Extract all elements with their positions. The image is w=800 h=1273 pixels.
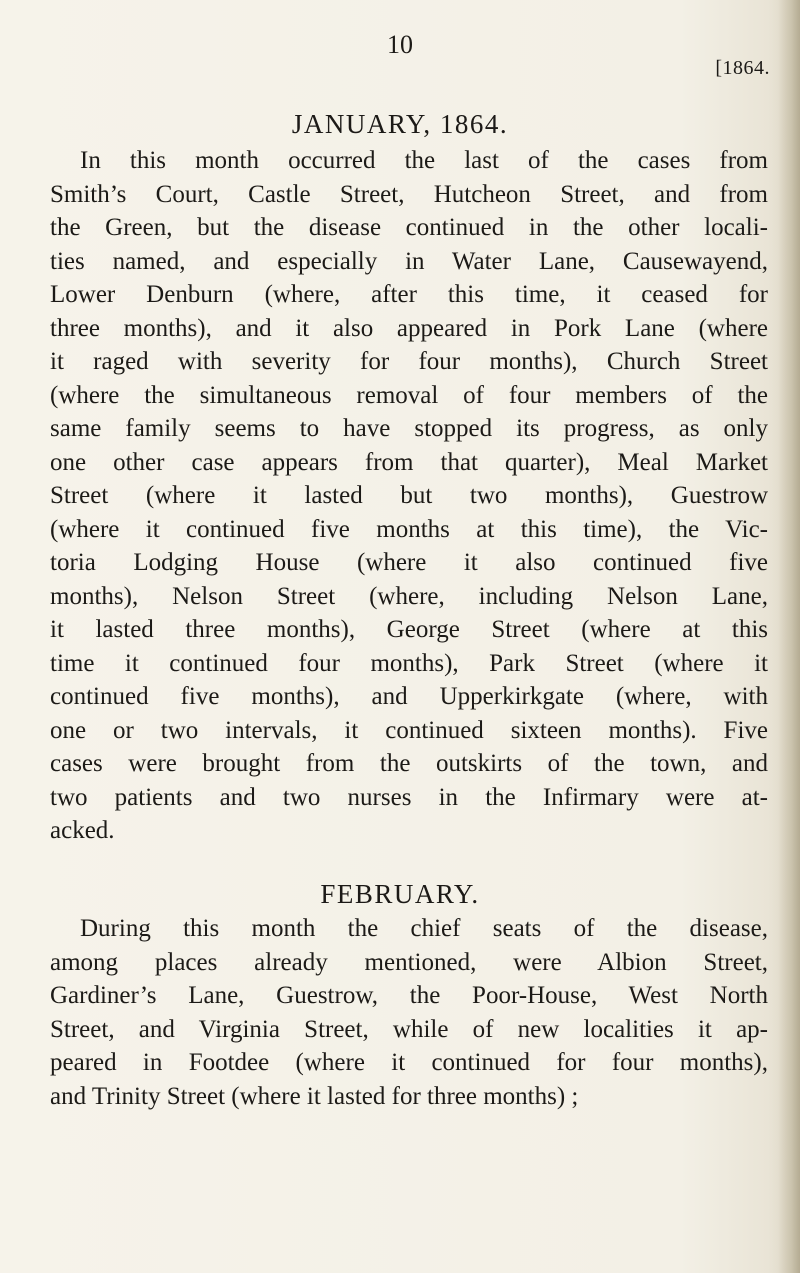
text-line: the Green, but the disease continued in the other locali-	[50, 214, 768, 241]
text-line: acked.	[50, 817, 115, 844]
text-line: it raged with severity for four months), Church Street	[50, 348, 768, 375]
text-line: months), Nelson Street (where, including Nelson Lane,	[50, 582, 768, 610]
text-line: (where it continued five months at this time), the Vic-	[50, 515, 768, 543]
text-line: among places already mentioned, were Albion Street,	[50, 948, 768, 976]
text-line: Smith’s Court, Castle Street, Hutcheon Street, and from	[50, 180, 768, 208]
text-line: time it continued four months), Park Street (where it	[50, 649, 768, 677]
text-line: peared in Footdee (where it continued for four months),	[50, 1049, 768, 1076]
text-line: toria Lodging House (where it also continued five	[50, 549, 768, 576]
running-head-year: [1864.	[715, 57, 770, 79]
text-line: same family seems to have stopped its progress, as only	[50, 415, 768, 442]
text-line: Lower Denburn (where, after this time, it ceased for	[50, 281, 768, 308]
text-line: three months), and it also appeared in Pork Lane (where	[50, 314, 768, 342]
section-heading-january: JANUARY, 1864.	[291, 109, 509, 139]
paragraph-february	[50, 912, 768, 1113]
text-line: Gardiner’s Lane, Guestrow, the Poor-House, West North	[50, 982, 768, 1009]
text-line: During this month the chief seats of the disease,	[80, 915, 768, 942]
text-line: ties named, and especially in Water Lane, Causewayend,	[50, 247, 768, 275]
text-line: continued five months), and Upperkirkgate (where, with	[50, 683, 768, 710]
text-line: it lasted three months), George Street (where at this	[50, 616, 768, 643]
text-line: one other case appears from that quarter), Meal Market	[50, 448, 768, 476]
text-line: two patients and two nurses in the Infirmary were at-	[50, 783, 768, 811]
text-line: one or two intervals, it continued sixteen months). Five	[50, 716, 768, 744]
text-line: cases were brought from the outskirts of the town, and	[50, 750, 768, 777]
text-line: and Trinity Street (where it lasted for three months) ;	[50, 1082, 579, 1110]
page-edge-shadow	[778, 0, 800, 1273]
section-heading-february: FEBRUARY.	[320, 879, 480, 909]
text-line: Street, and Virginia Street, while of new localities it ap-	[50, 1015, 768, 1043]
paragraph-january	[50, 144, 768, 848]
text-line: Street (where it lasted but two months), Guestrow	[50, 482, 768, 509]
page-number: 10	[387, 30, 413, 59]
text-line: (where the simultaneous removal of four members of the	[50, 381, 768, 409]
text-line: In this month occurred the last of the cases from	[80, 147, 768, 174]
